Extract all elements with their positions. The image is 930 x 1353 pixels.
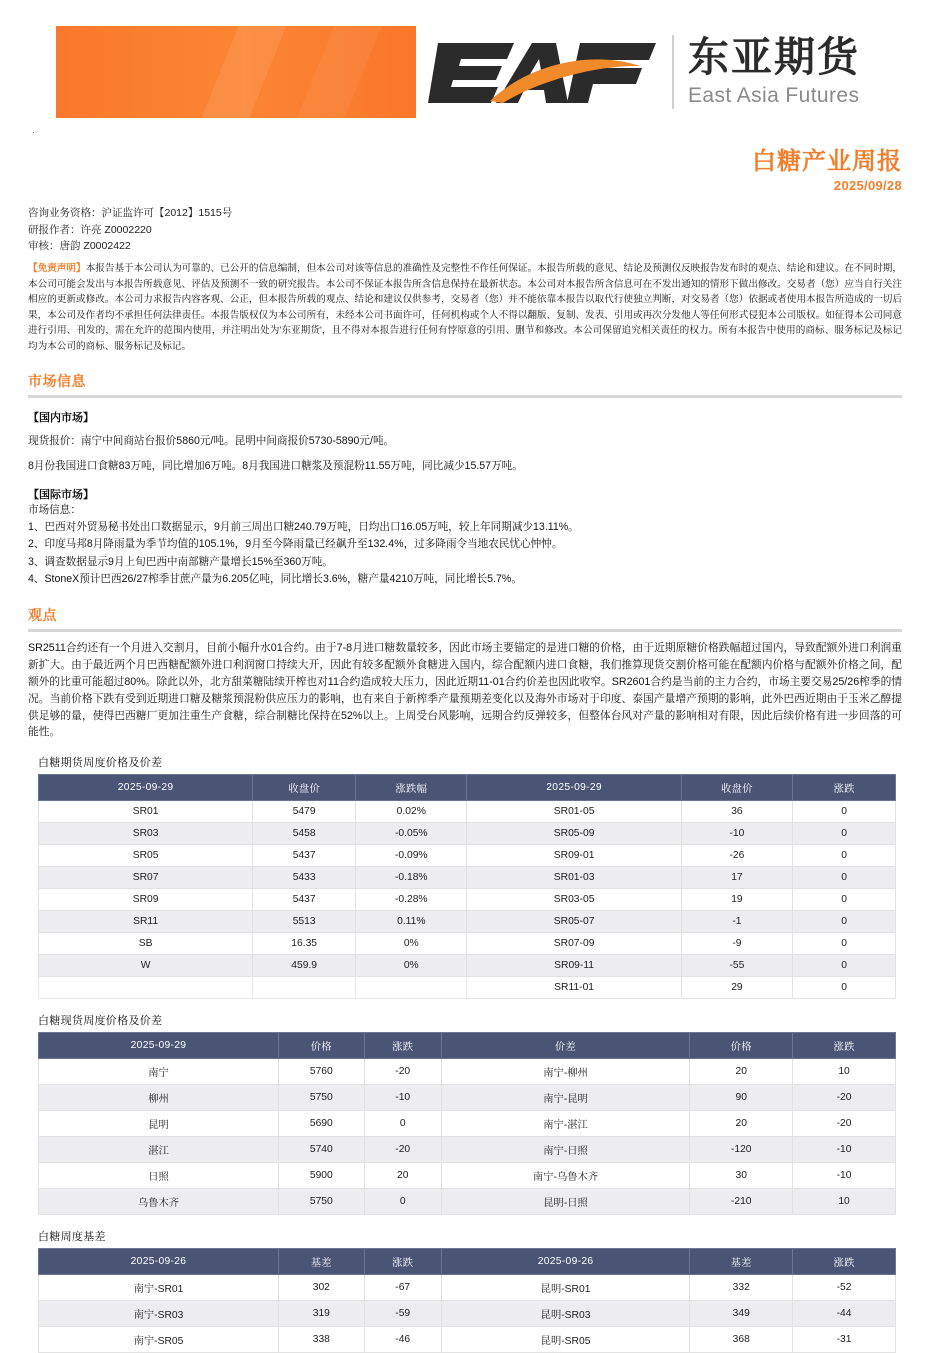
table-cell: 5750 xyxy=(278,1085,364,1111)
table-cell: 昆明-SR05 xyxy=(441,1327,690,1353)
table-cell: 338 xyxy=(278,1327,364,1353)
column-header: 2025-09-26 xyxy=(441,1249,690,1275)
table-cell: SR03-05 xyxy=(467,889,681,911)
table-cell xyxy=(253,977,356,999)
table-row xyxy=(39,955,896,977)
data-table xyxy=(38,1248,896,1353)
table-cell: 0 xyxy=(793,911,896,933)
table-block xyxy=(28,1012,902,1215)
table-cell: -44 xyxy=(793,1301,896,1327)
table-row xyxy=(39,977,896,999)
table-cell: -0.18% xyxy=(356,867,467,889)
table-cell: -10 xyxy=(364,1085,441,1111)
table-cell: -31 xyxy=(793,1327,896,1353)
table-cell: 0 xyxy=(364,1111,441,1137)
table-caption: 白糖周度基差 xyxy=(38,1231,106,1244)
brand-name-block xyxy=(688,33,860,107)
section-divider xyxy=(28,395,902,398)
credit-author: 研报作者：许亮 Z0002220 xyxy=(28,223,152,236)
table-cell: -20 xyxy=(793,1111,896,1137)
table-cell: 319 xyxy=(278,1301,364,1327)
table-cell: -10 xyxy=(681,823,792,845)
column-header: 2025-09-29 xyxy=(467,775,681,801)
table-row xyxy=(39,1301,896,1327)
table-cell: 5740 xyxy=(278,1137,364,1163)
table-cell: 昆明-日照 xyxy=(441,1189,690,1215)
table-cell: 0 xyxy=(793,955,896,977)
table-cell: 5760 xyxy=(278,1059,364,1085)
column-header: 涨跌 xyxy=(364,1033,441,1059)
table-cell: SR01-03 xyxy=(467,867,681,889)
table-cell: 0 xyxy=(793,933,896,955)
table-cell: 0 xyxy=(793,977,896,999)
table-row xyxy=(39,933,896,955)
table-cell: SR05 xyxy=(39,845,253,867)
table-cell: SR05-09 xyxy=(467,823,681,845)
column-header: 涨跌 xyxy=(793,1249,896,1275)
table-cell: 30 xyxy=(690,1163,793,1189)
table-cell: SR11-01 xyxy=(467,977,681,999)
table-cell: 昆明-SR01 xyxy=(441,1275,690,1301)
table-row xyxy=(39,867,896,889)
table-row xyxy=(39,1137,896,1163)
table-cell: 5690 xyxy=(278,1111,364,1137)
table-cell: 0 xyxy=(793,867,896,889)
table-cell: SR09-01 xyxy=(467,845,681,867)
disclaimer-tag: 【免责声明】 xyxy=(28,263,86,275)
table-cell: 柳州 xyxy=(39,1085,279,1111)
column-header: 涨跌 xyxy=(793,775,896,801)
table-cell: 16.35 xyxy=(253,933,356,955)
table-cell: 5513 xyxy=(253,911,356,933)
table-cell: 乌鲁木齐 xyxy=(39,1189,279,1215)
domestic-line-2: 8月份我国进口食糖83万吨，同比增加6万吨。8月我国进口糖浆及预混粉11.55万吨，同比减少15.57万吨。 xyxy=(28,460,523,473)
table-cell: SR03 xyxy=(39,823,253,845)
column-header: 价格 xyxy=(278,1033,364,1059)
column-header: 2025-09-29 xyxy=(39,1033,279,1059)
report-date: 2025/09/28 xyxy=(833,178,902,194)
table-cell: -59 xyxy=(364,1301,441,1327)
table-cell: 302 xyxy=(278,1275,364,1301)
table-cell: 5437 xyxy=(253,845,356,867)
brand-name-en: East Asia Futures xyxy=(688,84,860,107)
data-table xyxy=(38,1032,896,1215)
table-cell: 0 xyxy=(364,1189,441,1215)
page-title: 白糖产业周报 xyxy=(752,147,902,175)
section-title-market-info: 市场信息 xyxy=(28,374,86,391)
logo-divider xyxy=(672,35,674,109)
eaf-logo-icon xyxy=(428,35,658,109)
table-cell: 0 xyxy=(793,889,896,911)
column-header: 2025-09-29 xyxy=(39,775,253,801)
table-cell: 349 xyxy=(690,1301,793,1327)
table-cell: -120 xyxy=(690,1137,793,1163)
table-row xyxy=(39,911,896,933)
table-cell: 29 xyxy=(681,977,792,999)
table-cell: 5458 xyxy=(253,823,356,845)
credit-reviewer: 审核：唐韵 Z0002422 xyxy=(28,239,131,252)
table-cell: 南宁-日照 xyxy=(441,1137,690,1163)
column-header: 收盘价 xyxy=(681,775,792,801)
table-cell: SR01-05 xyxy=(467,801,681,823)
table-cell: SB xyxy=(39,933,253,955)
data-table xyxy=(38,774,896,999)
column-header: 2025-09-26 xyxy=(39,1249,279,1275)
table-cell: 湛江 xyxy=(39,1137,279,1163)
international-intro: 市场信息： xyxy=(28,504,81,517)
table-row xyxy=(39,1327,896,1353)
table-cell: W xyxy=(39,955,253,977)
table-cell: 36 xyxy=(681,801,792,823)
table-cell: -67 xyxy=(364,1275,441,1301)
table-header-row xyxy=(39,1033,896,1059)
table-cell: 5437 xyxy=(253,889,356,911)
table-cell: -1 xyxy=(681,911,792,933)
table-cell: 南宁-湛江 xyxy=(441,1111,690,1137)
international-item-2: 2、印度马邦8月降雨量为季节均值的105.1%，9月至今降雨量已经飙升至132.4%，过多降雨令当地农民忧心忡忡。 xyxy=(28,538,563,551)
report-title-block xyxy=(28,148,902,193)
column-header: 价差 xyxy=(441,1033,690,1059)
table-cell: 0 xyxy=(793,845,896,867)
stray-mark: . xyxy=(32,125,35,136)
table-cell: SR09 xyxy=(39,889,253,911)
table-cell: 南宁-昆明 xyxy=(441,1085,690,1111)
masthead xyxy=(28,0,902,120)
table-cell: SR01 xyxy=(39,801,253,823)
table-cell: 19 xyxy=(681,889,792,911)
table-cell: 昆明-SR03 xyxy=(441,1301,690,1327)
table-cell: 10 xyxy=(793,1059,896,1085)
table-header-row xyxy=(39,1249,896,1275)
column-header: 基差 xyxy=(278,1249,364,1275)
table-cell: 332 xyxy=(690,1275,793,1301)
section-market-info xyxy=(28,371,902,398)
table-row xyxy=(39,1111,896,1137)
table-row xyxy=(39,1163,896,1189)
table-caption: 白糖现货周度价格及价差 xyxy=(38,1015,163,1028)
table-cell: -46 xyxy=(364,1327,441,1353)
tables-container xyxy=(28,754,902,1353)
viewpoint-body: SR2511合约还有一个月进入交割月，目前小幅升水01合约。由于7-8月进口糖数量较多，因此市场主要锚定的是进口糖的价格，由于近期原糖价格跌幅超过国内，导致配额外进口利润重新扩大。由于最近两个月巴西糖配额外进口利润窗口持续大开，因此有较多配额外食糖进入国内，综合配额内进口食糖，我们推算现货交割价格可能在配额内价格与配额外价格之间，配额外的比重可能超过80%。除此以外，北方甜菜糖陆续开榨也对11合约造成较大压力，因此近期11-01合约价差也因此收窄。SR2601合约是当前的主力合约，市场主要交易25/26榨季的情况。当前价格下跌有受到近期进口糖及糖浆预混粉供应压力的影响，也有来自于新榨季产量预期差变化以及海外市场对于印度、泰国产量增产预期的影响，此外巴西近期由于玉米乙醇提供足够的量，使得巴西糖厂更加注重生产食糖，综合制糖比保持在52%以上。上周受台风影响，远期合约反弹较多，但整体台风对产量的影响相对有限，因此后续价格有进一步回落的可能性。 xyxy=(28,641,902,739)
section-title-viewpoint: 观点 xyxy=(28,607,57,624)
table-cell: 5750 xyxy=(278,1189,364,1215)
table-cell: -10 xyxy=(793,1137,896,1163)
table-cell: 10 xyxy=(793,1189,896,1215)
column-header: 收盘价 xyxy=(253,775,356,801)
orange-banner-graphic xyxy=(56,26,416,118)
table-cell: -210 xyxy=(690,1189,793,1215)
subheading-domestic: 【国内市场】 xyxy=(28,412,94,425)
international-item-4: 4、StoneX预计巴西26/27榨季甘蔗产量为6.205亿吨，同比增长3.6%，糖产量4210万吨，同比增长5.7%。 xyxy=(28,572,522,585)
table-cell: 0 xyxy=(793,801,896,823)
disclaimer-body: 本报告基于本公司认为可靠的、已公开的信息编制，但本公司对该等信息的准确性及完整性不作任何保证。本报告所载的意见、结论及预测仅反映报告发布时的观点、结论和建议。在不同时期，本公司可能会发出与本报告所载意见、评估及预测不一致的研究报告。本公司不保证本报告所含信息保持在最新状态。本公司对本报告所含信息可在不发出通知的情形下做出修改。交易者（您）应当自行关注相应的更新或修改。本公司力求报告内容客观、公正，但本报告所载的观点、结论和建议仅供参考，交易者（您）并不能依靠本报告以取代行使独立判断，对交易者（您）依据或者使用本报告所造成的一切后果，本公司及作者均不承担任何法律责任。本报告版权仅为本公司所有，未经本公司书面许可，任何机构或个人不得以翻版、复制、发表、引用或再次分发他人等任何形式侵犯本公司版权。如征得本公司同意进行引用、刊发的，需在允许的范围内使用，并注明出处为'东亚期货'，且不得对本报告进行任何有悖原意的引用、删节和修改。本公司保留追究相关责任的权力。所有本报告中使用的商标、服务标记及标记均为本公司的商标、服务标记及标记。 xyxy=(28,263,903,352)
table-cell: SR11 xyxy=(39,911,253,933)
domestic-line-1: 现货报价：南宁中间商站台报价5860元/吨。昆明中间商报价5730-5890元/吨。 xyxy=(28,435,395,448)
table-caption: 白糖期货周度价格及价差 xyxy=(38,757,163,770)
table-cell xyxy=(356,977,467,999)
table-cell: 日照 xyxy=(39,1163,279,1189)
section-viewpoint xyxy=(28,605,902,632)
column-header: 涨跌 xyxy=(364,1249,441,1275)
credits-block xyxy=(28,205,902,254)
table-header-row xyxy=(39,775,896,801)
table-cell: 17 xyxy=(681,867,792,889)
table-block xyxy=(28,1228,902,1353)
table-cell: -10 xyxy=(793,1163,896,1189)
table-cell: 20 xyxy=(690,1059,793,1085)
table-block xyxy=(28,754,902,999)
table-row xyxy=(39,1085,896,1111)
column-header: 基差 xyxy=(690,1249,793,1275)
table-cell: SR07-09 xyxy=(467,933,681,955)
table-cell: SR05-07 xyxy=(467,911,681,933)
table-row xyxy=(39,845,896,867)
table-cell: 0.11% xyxy=(356,911,467,933)
table-cell: SR09-11 xyxy=(467,955,681,977)
table-cell: -20 xyxy=(364,1137,441,1163)
table-cell: 南宁-SR03 xyxy=(39,1301,279,1327)
table-cell: -55 xyxy=(681,955,792,977)
table-cell: -0.05% xyxy=(356,823,467,845)
table-cell: -0.09% xyxy=(356,845,467,867)
table-cell: 南宁 xyxy=(39,1059,279,1085)
table-cell: 南宁-SR01 xyxy=(39,1275,279,1301)
table-cell: 南宁-SR05 xyxy=(39,1327,279,1353)
table-cell: 南宁-乌鲁木齐 xyxy=(441,1163,690,1189)
table-cell: -20 xyxy=(364,1059,441,1085)
international-item-1: 1、巴西对外贸易秘书处出口数据显示，9月前三周出口糖240.79万吨，日均出口16.05万吨，较上年同期减少13.11%。 xyxy=(28,521,579,534)
table-row xyxy=(39,823,896,845)
table-cell: 90 xyxy=(690,1085,793,1111)
table-cell: 20 xyxy=(364,1163,441,1189)
table-cell: 368 xyxy=(690,1327,793,1353)
section-divider xyxy=(28,629,902,632)
table-row xyxy=(39,1275,896,1301)
company-logo xyxy=(428,24,860,119)
table-cell: 0% xyxy=(356,933,467,955)
table-cell: -26 xyxy=(681,845,792,867)
table-cell: 459.9 xyxy=(253,955,356,977)
table-cell: 昆明 xyxy=(39,1111,279,1137)
table-cell: 5479 xyxy=(253,801,356,823)
table-row xyxy=(39,1059,896,1085)
table-cell: -52 xyxy=(793,1275,896,1301)
table-cell: -0.28% xyxy=(356,889,467,911)
table-cell xyxy=(39,977,253,999)
disclaimer-block xyxy=(28,261,902,354)
table-row xyxy=(39,801,896,823)
table-cell: 5900 xyxy=(278,1163,364,1189)
table-cell: 0% xyxy=(356,955,467,977)
international-item-3: 3、调查数据显示9月上旬巴西中南部糖产量增长15%至360万吨。 xyxy=(28,555,333,568)
credit-qualification: 咨询业务资格：沪证监许可【2012】1515号 xyxy=(28,207,233,220)
table-row xyxy=(39,889,896,911)
table-row xyxy=(39,1189,896,1215)
table-cell: 0 xyxy=(793,823,896,845)
table-cell: 20 xyxy=(690,1111,793,1137)
column-header: 价格 xyxy=(690,1033,793,1059)
table-cell: 0.02% xyxy=(356,801,467,823)
table-cell: -9 xyxy=(681,933,792,955)
table-cell: SR07 xyxy=(39,867,253,889)
table-cell: -20 xyxy=(793,1085,896,1111)
brand-name-cn: 东亚期货 xyxy=(688,33,860,81)
table-cell: 5433 xyxy=(253,867,356,889)
column-header: 涨跌 xyxy=(793,1033,896,1059)
table-cell: 南宁-柳州 xyxy=(441,1059,690,1085)
column-header: 涨跌幅 xyxy=(356,775,467,801)
subheading-international: 【国际市场】 xyxy=(28,489,94,502)
